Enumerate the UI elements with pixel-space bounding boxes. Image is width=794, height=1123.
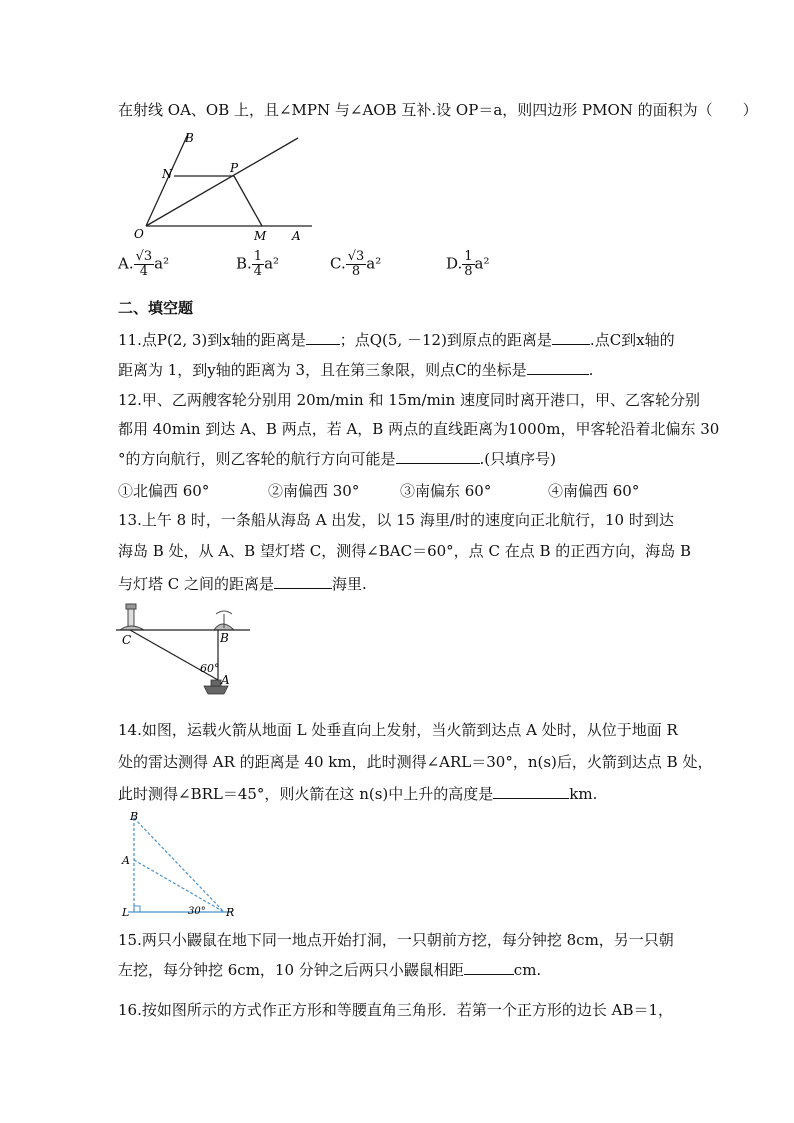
q14-line-2: 处的雷达测得 AR 的距离是 40 km，此时测得∠ARL＝30°，n(s)后，火箭到达点 B 处， bbox=[118, 753, 713, 771]
label-r: R bbox=[226, 906, 235, 918]
q11-blank-3[interactable] bbox=[527, 360, 589, 375]
label-l: L bbox=[122, 906, 130, 918]
lighthouse-icon bbox=[120, 604, 144, 630]
q11-blank-1[interactable] bbox=[306, 330, 340, 345]
label-b: B bbox=[220, 631, 229, 645]
q12-choice-2: ②南偏西 30° bbox=[268, 482, 360, 500]
q12-line-3: °的方向航行，则乙客轮的航行方向可能是 .(只填序号) bbox=[118, 450, 556, 468]
q13-blank[interactable] bbox=[274, 574, 332, 589]
q14-figure bbox=[118, 808, 242, 918]
label-a: A bbox=[122, 854, 130, 867]
q12-blank[interactable] bbox=[396, 449, 480, 464]
angle-label: 30° bbox=[188, 906, 206, 917]
section-heading: 二、填空题 bbox=[118, 299, 194, 317]
label-o: O bbox=[134, 227, 144, 241]
label-b: B bbox=[130, 810, 139, 823]
q11-blank-2[interactable] bbox=[552, 330, 590, 345]
q10-option-c[interactable]: C. $\frac{√3}{8}$ a² bbox=[330, 249, 382, 279]
q14-blank[interactable] bbox=[493, 784, 569, 799]
q10-figure bbox=[130, 128, 320, 246]
line-op bbox=[146, 138, 298, 226]
label-b: B bbox=[185, 131, 194, 145]
label-a: A bbox=[292, 229, 301, 243]
q10-option-a[interactable]: A. $\frac{√3}{4}$ a² bbox=[118, 249, 170, 279]
label-m: M bbox=[254, 229, 267, 243]
q12-choice-3: ③南偏东 60° bbox=[400, 482, 492, 500]
q13-line-1: 13.上午 8 时，一条船从海岛 A 出发，以 15 海里/时的速度向正北航行，10 时到达 bbox=[118, 511, 674, 529]
label-c: C bbox=[122, 633, 132, 647]
island-icon bbox=[214, 611, 234, 630]
q15-line-2: 左挖，每分钟挖 6cm，10 分钟之后两只小鼹鼠相距 cm. bbox=[118, 961, 542, 979]
angle-label: 60° bbox=[200, 662, 220, 675]
q12-line-2: 都用 40min 到达 A、B 两点，若 A，B 两点的直线距离为1000m，甲客轮沿着北偏东 30 bbox=[118, 420, 720, 438]
q12-choice-1: ①北偏西 60° bbox=[118, 482, 210, 500]
q14-line-1: 14.如图，运载火箭从地面 L 处垂直向上发射，当火箭到达点 A 处时，从位于地面 R bbox=[118, 721, 678, 739]
segment-ar bbox=[134, 860, 224, 912]
q10-option-b[interactable]: B. $\frac{1}{4}$ a² bbox=[236, 249, 280, 279]
q13-line-3: 与灯塔 C 之间的距离是 海里. bbox=[118, 575, 367, 593]
q12-choice-4: ④南偏西 60° bbox=[548, 482, 640, 500]
q10-option-d[interactable]: D. $\frac{1}{8}$ a² bbox=[446, 249, 490, 279]
q15-line-1: 15.两只小鼹鼠在地下同一地点开始打洞，一只朝前方挖，每分钟挖 8cm，另一只朝 bbox=[118, 931, 674, 949]
q13-figure bbox=[116, 600, 250, 706]
right-angle-mark bbox=[134, 906, 140, 912]
segment-pm bbox=[234, 176, 262, 226]
q11-line-2: 距离为 1，到y轴的距离为 3，且在第三象限，则点C的坐标是 . bbox=[118, 361, 594, 379]
q10-stem: 在射线 OA、OB 上，且∠MPN 与∠AOB 互补.设 OP＝a，则四边形 PMON 的面积为（ ） bbox=[118, 101, 758, 119]
label-n: N bbox=[162, 167, 173, 181]
q15-blank[interactable] bbox=[464, 960, 514, 975]
q11-line-1: 11.点P(2, 3)到x轴的距离是 ；点Q(5, －12)到原点的距离是 .点C到x轴的 bbox=[118, 331, 675, 349]
label-p: P bbox=[230, 161, 239, 175]
segment-br bbox=[134, 818, 224, 912]
q13-line-2: 海岛 B 处，从 A、B 望灯塔 C，测得∠BAC＝60°，点 C 在点 B 的正西方向，海岛 B bbox=[118, 542, 692, 560]
q14-line-3: 此时测得∠BRL＝45°，则火箭在这 n(s)中上升的高度是 km. bbox=[118, 785, 598, 803]
label-a: A bbox=[221, 673, 230, 687]
q12-line-1: 12.甲、乙两艘客轮分别用 20m/min 和 15m/min 速度同时离开港口，甲、乙客轮分别 bbox=[118, 391, 701, 409]
q16-line-1: 16.按如图所示的方式作正方形和等腰直角三角形．若第一个正方形的边长 AB＝1， bbox=[118, 1001, 674, 1019]
